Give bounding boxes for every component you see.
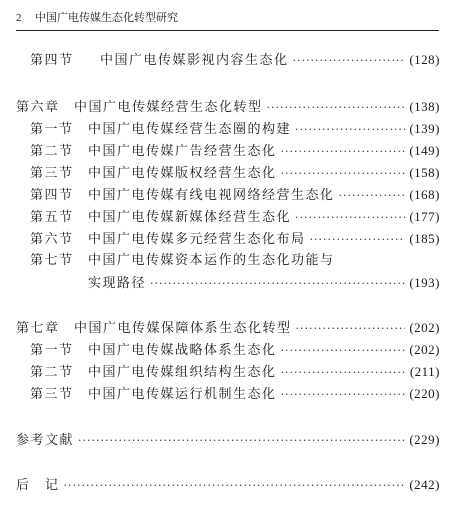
toc-entry-title: 中国广电传媒新媒体经营生态化 — [88, 210, 292, 225]
toc-chapter[interactable] — [16, 97, 440, 117]
toc-entry[interactable] — [30, 185, 440, 205]
leader-dots — [293, 51, 406, 71]
leader-dots — [281, 142, 406, 162]
toc-entry-title: 中国广电传媒版权经营生态化 — [88, 166, 277, 181]
toc-entry-page: (202) — [409, 342, 440, 357]
leader-dots — [78, 431, 405, 451]
toc-entry[interactable] — [30, 251, 440, 271]
leader-dots — [64, 476, 406, 496]
toc-chapter-number: 第七章 — [16, 321, 60, 336]
toc-entry-title: 中国广电传媒经营生态圈的构建 — [88, 122, 292, 137]
toc-entry[interactable] — [30, 141, 440, 161]
toc-entry[interactable] — [30, 119, 440, 139]
toc-entry-number: 第四节 — [30, 188, 74, 203]
toc-entry-page: (158) — [409, 165, 440, 180]
leader-dots — [150, 274, 405, 294]
toc-entry[interactable] — [30, 340, 440, 360]
toc-chapter-number: 第六章 — [16, 100, 60, 115]
header-rule — [16, 30, 439, 31]
toc-entry[interactable] — [30, 384, 440, 404]
toc-entry-page: (168) — [409, 187, 440, 202]
header-page-number: 2 — [16, 12, 22, 24]
toc-entry-page: (220) — [409, 386, 440, 401]
leader-dots — [281, 164, 406, 184]
leader-dots — [267, 98, 406, 118]
toc-entry-title: 实现路径 — [88, 276, 147, 291]
toc-entry-number: 第七节 — [30, 253, 74, 268]
leader-dots — [295, 120, 405, 140]
toc-entry-page: (149) — [409, 143, 440, 158]
toc-postscript-page: (242) — [409, 477, 440, 492]
toc-references-title: 参考文献 — [16, 433, 75, 448]
toc-entry[interactable] — [30, 50, 440, 70]
toc-entry-title: 中国广电传媒影视内容生态化 — [100, 53, 289, 68]
toc-chapter-title: 中国广电传媒经营生态化转型 — [74, 100, 263, 115]
toc-entry-number: 第六节 — [30, 232, 74, 247]
toc-entry[interactable] — [30, 163, 440, 183]
toc-entry-title: 中国广电传媒战略体系生态化 — [88, 343, 277, 358]
leader-dots — [339, 186, 406, 206]
toc-entry-title: 中国广电传媒资本运作的生态化功能与 — [88, 253, 335, 268]
toc-chapter-title: 中国广电传媒保障体系生态化转型 — [74, 321, 292, 336]
toc-entry-continuation[interactable] — [88, 273, 440, 293]
toc-entry-page: (211) — [409, 364, 440, 379]
toc-entry-number: 第一节 — [30, 343, 74, 358]
toc-entry[interactable] — [30, 229, 440, 249]
leader-dots — [296, 319, 406, 339]
leader-dots — [281, 385, 406, 405]
toc-entry-title: 中国广电传媒广告经营生态化 — [88, 144, 277, 159]
toc-entry-number: 第二节 — [30, 144, 74, 159]
toc-entry[interactable] — [30, 207, 440, 227]
toc-postscript[interactable] — [16, 475, 440, 495]
toc-entry-page: (139) — [409, 121, 440, 136]
toc-entry-page: (193) — [409, 275, 440, 290]
toc-entry-number: 第五节 — [30, 210, 74, 225]
toc-entry-title: 中国广电传媒组织结构生态化 — [88, 365, 277, 380]
toc-entry-page: (128) — [409, 52, 440, 67]
toc-entry-number: 第四节 — [30, 53, 74, 68]
toc-entry-page: (177) — [409, 209, 440, 224]
toc-references[interactable] — [16, 430, 440, 450]
toc-entry-title: 中国广电传媒有线电视网络经营生态化 — [88, 188, 335, 203]
toc-entry-number: 第二节 — [30, 365, 74, 380]
leader-dots — [295, 208, 405, 228]
leader-dots — [310, 230, 406, 250]
toc-entry-title: 中国广电传媒运行机制生态化 — [88, 387, 277, 402]
toc-postscript-title: 后 记 — [16, 478, 60, 493]
toc-entry-page: (185) — [409, 231, 440, 246]
toc-references-page: (229) — [409, 432, 440, 447]
toc-entry-number: 第一节 — [30, 122, 74, 137]
leader-dots — [281, 341, 406, 361]
toc-chapter-page: (202) — [409, 320, 440, 335]
toc-chapter-page: (138) — [409, 99, 440, 114]
toc-entry[interactable] — [30, 362, 440, 382]
header-book-title: 中国广电传媒生态化转型研究 — [35, 11, 178, 24]
toc-entry-number: 第三节 — [30, 166, 74, 181]
toc-chapter[interactable] — [16, 318, 440, 338]
running-header — [16, 8, 439, 28]
toc-entry-title: 中国广电传媒多元经营生态化布局 — [88, 232, 306, 247]
leader-dots — [281, 363, 406, 383]
toc-entry-number: 第三节 — [30, 387, 74, 402]
